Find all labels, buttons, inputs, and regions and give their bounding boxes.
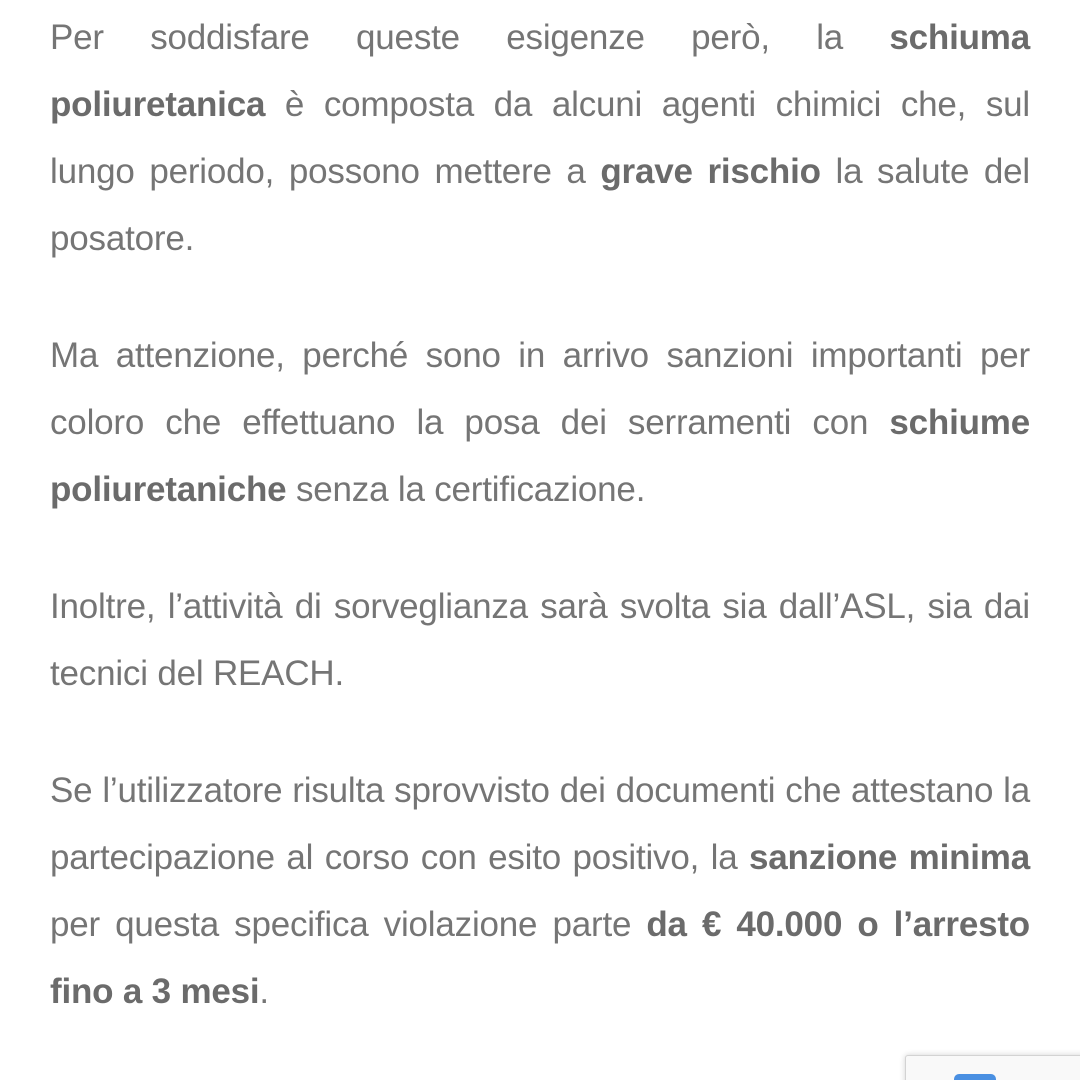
recaptcha-badge[interactable] xyxy=(905,1055,1080,1080)
recaptcha-logo-icon xyxy=(954,1074,996,1080)
article-body xyxy=(50,4,1030,1075)
paragraph-minimum-penalty xyxy=(50,757,1030,1025)
text-segment: è composta da alcuni agenti chimici che, sul lungo periodo, possono mettere a xyxy=(50,85,1030,191)
bold-polyurethane-foam: schiuma poliuretanica xyxy=(50,18,1030,124)
paragraph-surveillance xyxy=(50,573,1030,707)
text-segment: per questa specifica violazione parte xyxy=(50,905,647,944)
text-segment: Se l’utilizzatore risulta sprovvisto dei documenti che attestano la partecipazione al corso con esito positivo, la xyxy=(50,771,1030,877)
bold-polyurethane-foams: schiume poliuretaniche xyxy=(50,403,1030,509)
text-segment: Inoltre, l’attività di sorveglianza sarà svolta sia dall’ASL, sia dai tecnici del REACH. xyxy=(50,587,1030,693)
paragraph-sanctions xyxy=(50,322,1030,523)
text-segment: la salute del posatore. xyxy=(50,152,1030,258)
text-segment: Ma attenzione, perché sono in arrivo sanzioni importanti per coloro che effettuano la posa dei serramenti con xyxy=(50,336,1030,442)
bold-minimum-sanction: sanzione minima xyxy=(749,838,1030,877)
paragraph-health-risk xyxy=(50,4,1030,272)
bold-serious-risk: grave rischio xyxy=(600,152,821,191)
text-segment: senza la certificazione. xyxy=(286,470,646,509)
text-segment: . xyxy=(259,972,269,1011)
bold-penalty-amount: da € 40.000 o l’arresto fino a 3 mesi xyxy=(50,905,1030,1011)
text-segment: Per soddisfare queste esigenze però, la xyxy=(50,18,890,57)
